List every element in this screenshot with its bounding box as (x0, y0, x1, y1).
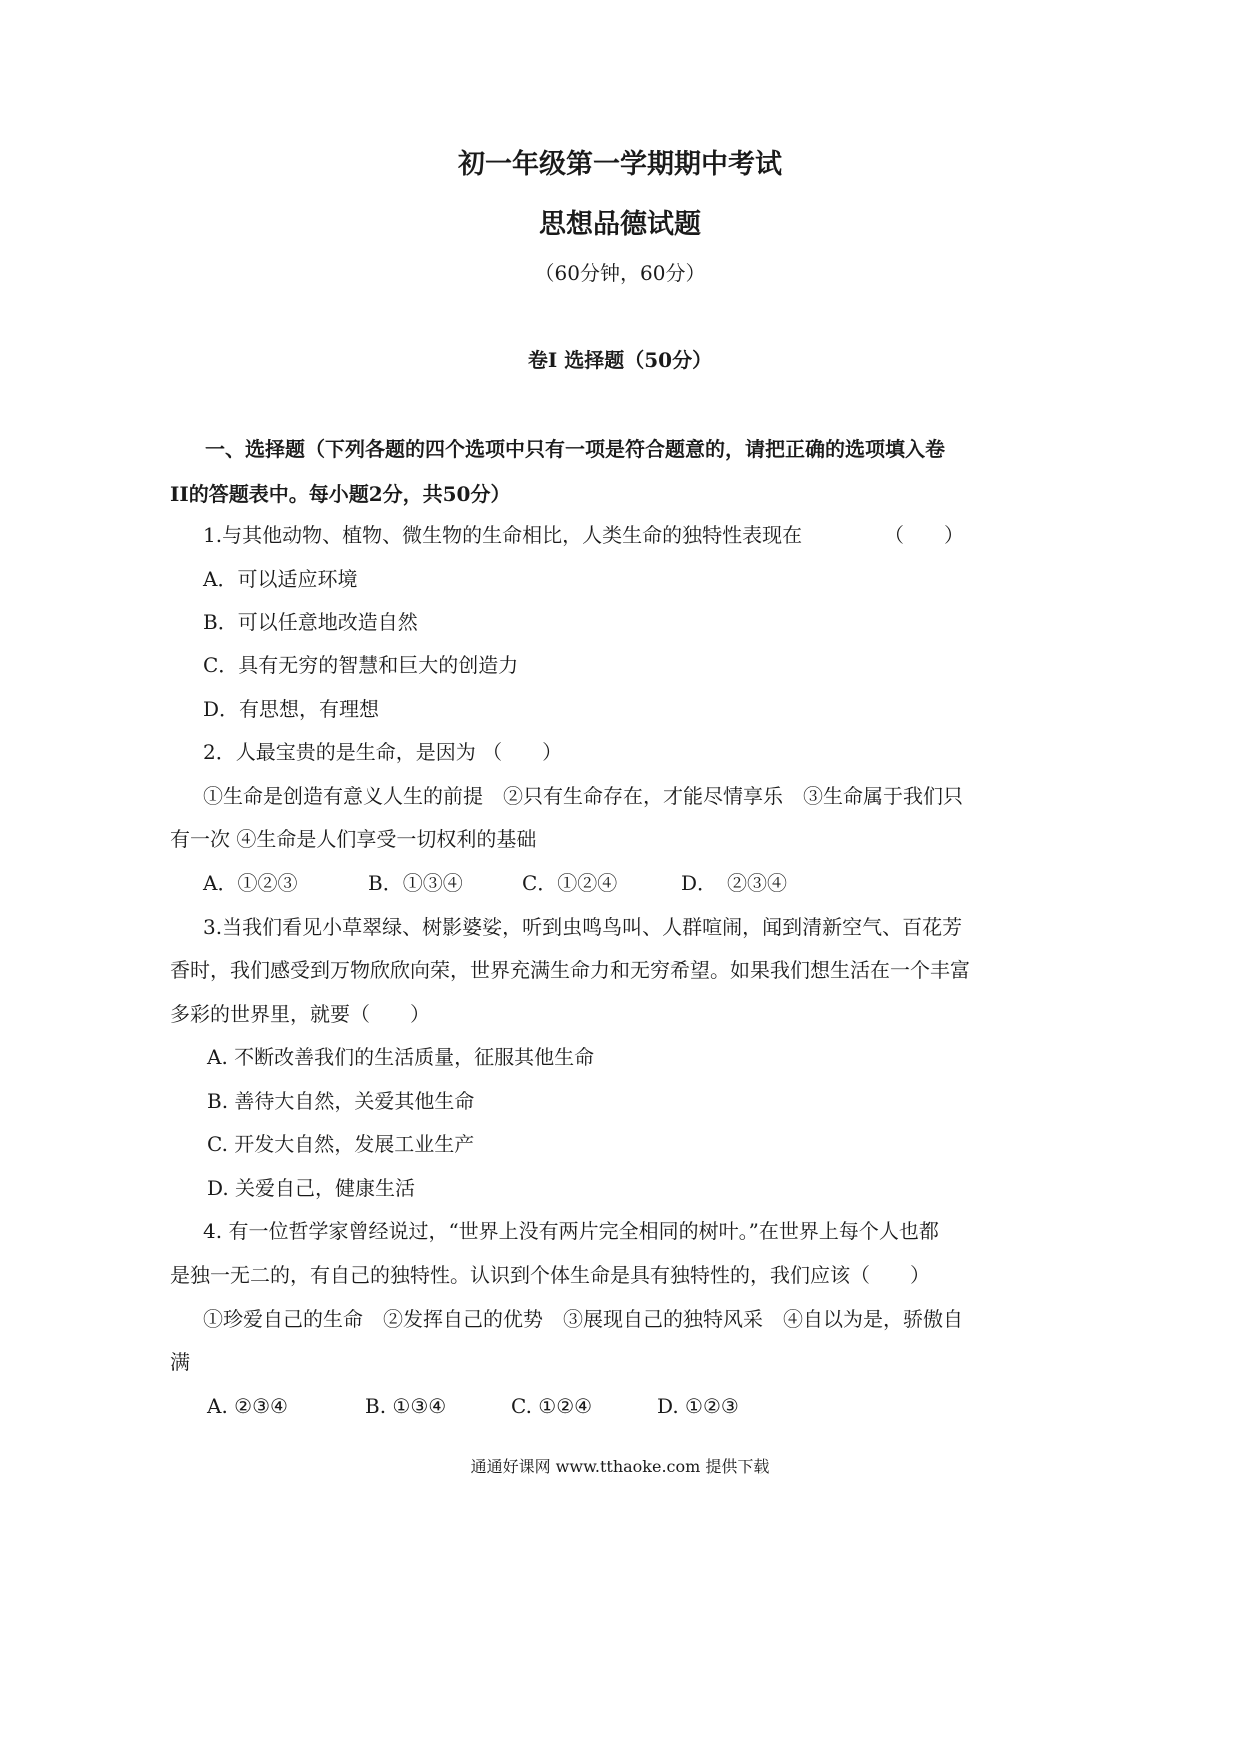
option-b: B. ①③④ (365, 1394, 447, 1418)
answer-blank: （ ） (884, 523, 964, 547)
instructions-line-1: 一、选择题（下列各题的四个选项中只有一项是符合题意的，请把正确的选项填入卷 (205, 437, 945, 461)
option-d: D． ②③④ (681, 871, 788, 895)
exam-title: 初一年级第一学期期中考试 (458, 149, 782, 180)
option-b: B. 善待大自然，关爱其他生命 (207, 1089, 475, 1113)
statements-line-1: ①珍爱自己的生命 ②发挥自己的优势 ③展现自己的独特风采 ④自以为是，骄傲自 (203, 1307, 963, 1331)
statements-line-1: ①生命是创造有意义人生的前提 ②只有生命存在，才能尽情享乐 ③生命属于我们只 (203, 784, 963, 808)
exam-duration-score: （60分钟，60分） (534, 261, 706, 285)
question-stem-line-1: 4. 有一位哲学家曾经说过，“世界上没有两片完全相同的树叶。”在世界上每个人也都 (203, 1219, 939, 1243)
instructions-line-2: II的答题表中。每小题2分，共50分） (170, 482, 511, 506)
option-b: B．①③④ (368, 871, 463, 895)
option-c: C. 开发大自然，发展工业生产 (207, 1132, 475, 1156)
question-stem: 2．人最宝贵的是生命，是因为 （ ） (203, 740, 563, 764)
option-a: A. 不断改善我们的生活质量，征服其他生命 (207, 1045, 595, 1069)
question-stem-line-3: 多彩的世界里，就要（ ） (170, 1002, 430, 1026)
option-a: A. ②③④ (207, 1394, 288, 1418)
option-b: B．可以任意地改造自然 (203, 610, 418, 634)
section-title: 卷Ⅰ 选择题（50分） (527, 348, 713, 372)
option-d: D. ①②③ (657, 1394, 739, 1418)
option-a: A．可以适应环境 (203, 567, 358, 591)
option-c: C. ①②④ (511, 1394, 593, 1418)
question-stem: 1.与其他动物、植物、微生物的生命相比，人类生命的独特性表现在 (203, 523, 803, 547)
exam-subtitle: 思想品德试题 (539, 209, 701, 240)
question-stem-line-2: 是独一无二的，有自己的独特性。认识到个体生命是具有独特性的，我们应该（ ） (170, 1263, 930, 1287)
footer-source: 通通好课网 www.tthaoke.com 提供下载 (470, 1457, 770, 1476)
option-c: C．具有无穷的智慧和巨大的创造力 (203, 653, 519, 677)
option-c: C．①②④ (522, 871, 618, 895)
option-d: D. 关爱自己，健康生活 (207, 1176, 416, 1200)
option-a: A．①②③ (203, 871, 298, 895)
statements-line-2: 有一次 ④生命是人们享受一切权利的基础 (170, 827, 537, 851)
statements-line-2: 满 (170, 1350, 190, 1374)
option-d: D．有思想，有理想 (203, 697, 380, 721)
question-stem-line-2: 香时，我们感受到万物欣欣向荣，世界充满生命力和无穷希望。如果我们想生活在一个丰富 (170, 958, 970, 982)
question-stem-line-1: 3.当我们看见小草翠绿、树影婆娑，听到虫鸣鸟叫、人群喧闹，闻到清新空气、百花芳 (203, 915, 963, 939)
